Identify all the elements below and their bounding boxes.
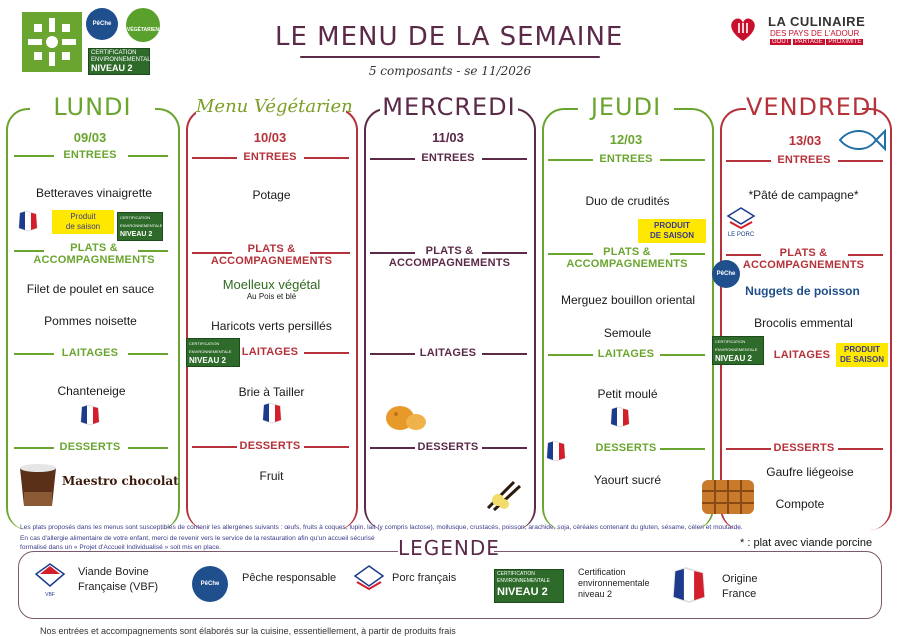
cert-level: NIVEAU 2: [189, 356, 226, 365]
plats-label2: ACCOMPAGNEMENTS: [388, 257, 511, 269]
legend-origine: [722, 572, 757, 602]
divider: [482, 252, 527, 254]
dish-entree-vegetarien: Potage: [252, 188, 291, 202]
legend-vbf-line1: Viande Bovine: [78, 566, 149, 578]
day-name-mercredi: MERCREDI: [380, 93, 518, 121]
dish-laitage-vegetarien: Brie à Tailler: [238, 385, 305, 399]
brand-logo: [728, 12, 878, 52]
divider: [192, 157, 237, 159]
section-laitages-vegetarien: LAITAGES: [241, 346, 299, 358]
cert-level: NIVEAU 2: [120, 231, 153, 238]
section-desserts-vegetarien: DESSERTS: [239, 440, 301, 452]
legend-cert: [578, 567, 650, 600]
dish-dessert2-vendredi: Compote: [775, 497, 825, 511]
section-entrees-vegetarien: ENTREES: [243, 151, 297, 163]
badge-line1: PRODUIT: [844, 345, 880, 354]
column-mercredi: [364, 108, 536, 530]
legend-cert-line1: Certification: [578, 567, 626, 577]
cert-level: NIVEAU 2: [497, 586, 548, 598]
plats-label1: PLATS &: [603, 246, 651, 258]
vbf-icon: [34, 562, 66, 600]
porc-legend-icon: [352, 564, 386, 600]
plats-label2: ACCOMPAGNEMENTS: [210, 255, 333, 267]
legend-cert-line3: niveau 2: [578, 589, 613, 599]
legend-vbf: [78, 565, 158, 595]
peche-logo-text: PêChe: [92, 21, 112, 27]
day-name-lundi: LUNDI: [30, 93, 155, 121]
day-name-jeudi: JEUDI: [578, 93, 674, 121]
allergens-note: Les plats proposés dans les menus sont susceptibles de contenir les allergènes suivants : œufs, fruits à coques, lupin, lait (y compris lactose), mollusque, crustacés, poisson, arachide, soja, céréales contenant du gluten, sésame, céleri et moutarde.: [20, 524, 743, 531]
dish-plat2-jeudi: Semoule: [603, 326, 652, 340]
legend-cert-line2: environnementale: [578, 578, 650, 588]
plats-label2: ACCOMPAGNEMENTS: [742, 259, 865, 271]
dish-dessert-jeudi: Yaourt sucré: [593, 473, 662, 487]
dessert-cup-icon: [16, 462, 60, 510]
section-laitages-mercredi: LAITAGES: [419, 347, 477, 359]
legend-peche: Pêche responsable: [242, 572, 337, 584]
dish-dessert-vendredi: Gaufre liégeoise: [766, 465, 854, 479]
peche-legend-icon: [192, 566, 228, 602]
divider: [370, 158, 415, 160]
badge-line2: de saison: [65, 222, 101, 231]
section-entrees-lundi: ENTREES: [63, 149, 117, 161]
allergy-note: En cas d'allergie alimentaire de votre enfant, merci de revenir vers le service de la restauration afin qu'un accueil sécurisé formalisé dans un « Projet d'Accueil Individualisé » soit mis en place.: [20, 535, 375, 551]
produit-saison-badge: [52, 210, 114, 234]
cheese-icon: [384, 404, 428, 432]
france-flag-icon: [80, 404, 100, 426]
svg-text:VBF: VBF: [45, 592, 55, 598]
cuisine-logo-icon: [22, 12, 82, 72]
cert-level: NIVEAU 2: [91, 63, 133, 73]
peche-logo-text: PêChe: [716, 271, 736, 277]
dish-plat1-lundi: Filet de poulet en sauce: [26, 282, 155, 296]
section-entrees-jeudi: ENTREES: [599, 153, 653, 165]
dish-plat2-lundi: Pommes noisette: [44, 314, 137, 328]
page-title: LE MENU DE LA SEMAINE: [275, 22, 624, 52]
divider: [726, 160, 771, 162]
section-entrees-mercredi: ENTREES: [421, 152, 475, 164]
divider: [660, 159, 705, 161]
dish-plat1-note-vegetarien: Au Pois et blé: [246, 292, 297, 301]
dish-dessert-lundi: Maestro chocolat: [62, 474, 179, 488]
section-desserts-vendredi: DESSERTS: [773, 442, 835, 454]
plats-label2: ACCOMPAGNEMENTS: [566, 258, 688, 270]
badge-line1: Produit: [70, 212, 96, 221]
section-laitages-vendredi: LAITAGES: [773, 349, 831, 361]
divider: [370, 252, 415, 254]
brand-line2: DES PAYS DE L'ADOUR: [770, 29, 860, 38]
section-laitages-jeudi: LAITAGES: [597, 348, 655, 360]
dish-plat1-vegetarien: Moelleux végétal: [222, 277, 321, 292]
divider: [128, 155, 168, 157]
brand-tag-partage: PARTAGE: [795, 39, 823, 45]
cert-level: NIVEAU 2: [715, 354, 752, 363]
section-plats-vendredi: [726, 247, 881, 271]
legend-title: LEGENDE: [398, 536, 500, 560]
section-plats-jeudi: [548, 246, 706, 270]
divider: [482, 158, 527, 160]
dish-entree-lundi: Betteraves vinaigrette: [35, 186, 153, 200]
cert-badge-header: [88, 48, 155, 75]
badge-line2: DE SAISON: [649, 231, 694, 240]
dish-plat2-vendredi: Brocolis emmental: [754, 316, 853, 330]
france-flag-icon: [18, 210, 38, 232]
day-date-jeudi: 12/03: [609, 132, 643, 147]
legend-origine-line2: France: [722, 588, 757, 600]
divider: [14, 155, 54, 157]
dish-plat1-jeudi: Merguez bouillon oriental: [560, 293, 696, 307]
section-plats-mercredi: [372, 245, 527, 269]
day-name-vegetarien: Menu Végétarien: [196, 96, 353, 117]
badge-line1: PRODUIT: [654, 221, 690, 230]
dish-laitage-lundi: Chanteneige: [57, 384, 126, 398]
legend-origine-line1: Origine: [722, 573, 758, 585]
plats-label1: PLATS &: [247, 243, 296, 255]
plats-label1: PLATS &: [425, 245, 474, 257]
column-jeudi: [542, 108, 714, 530]
legend-porc: Porc français: [392, 572, 457, 584]
fish-icon: [838, 126, 886, 154]
vanilla-icon: [484, 476, 524, 512]
logo-block: [22, 8, 162, 74]
section-entrees-vendredi: ENTREES: [777, 154, 831, 166]
day-date-lundi: 09/03: [73, 130, 107, 145]
day-date-vegetarien: 10/03: [253, 130, 287, 145]
cert-line: CERTIFICATION ENVIRONNEMENTALE: [120, 215, 163, 228]
peche-logo-text: PêChe: [200, 581, 220, 587]
badge-line2: DE SAISON: [839, 355, 884, 364]
brand-heart-icon: [728, 14, 758, 44]
divider: [548, 159, 593, 161]
brand-tag-gout: GOÛT: [772, 39, 790, 45]
section-desserts-jeudi: DESSERTS: [595, 442, 657, 454]
porc-francais-icon: [726, 206, 756, 238]
france-flag-icon: [610, 406, 630, 428]
produit-saison-badge: [836, 343, 888, 367]
plats-label1: PLATS &: [70, 242, 118, 254]
section-laitages-lundi: LAITAGES: [61, 347, 119, 359]
section-plats-vegetarien: [194, 243, 349, 267]
brand-line1: LA CULINAIRE: [768, 14, 866, 29]
brand-tags: [770, 39, 863, 45]
cert-badge: [712, 336, 764, 365]
section-plats-lundi: [14, 242, 174, 266]
dish-plat1-vendredi: Nuggets de poisson: [745, 284, 860, 298]
section-desserts-lundi: DESSERTS: [59, 441, 121, 453]
vegetarien-logo-icon: [126, 8, 160, 42]
france-flag-icon: [262, 402, 282, 424]
day-name-vendredi: VENDREDI: [746, 93, 880, 121]
dish-plat2-vegetarien: Haricots verts persillés: [211, 319, 332, 333]
peche-logo-icon: [86, 8, 118, 40]
bottom-cut-text: Nos entrées et accompagnements sont élaborés sur la cuisine, essentiellement, à partir de produits frais: [40, 626, 456, 636]
cert-line: CERTIFICATION ENVIRONNEMENTALE: [91, 50, 155, 63]
divider: [304, 157, 349, 159]
porc-icon-text: LE PORC: [727, 232, 755, 238]
porcine-note: * : plat avec viande porcine: [740, 537, 873, 549]
page-subtitle: 5 composants - se 11/2026: [368, 64, 532, 78]
cert-legend-icon: [494, 569, 564, 603]
france-legend-icon: [672, 566, 706, 604]
day-date-vendredi: 13/03: [788, 133, 822, 148]
cert-badge: [117, 212, 163, 241]
title-underline: [300, 56, 600, 58]
plats-label2: ACCOMPAGNEMENTS: [33, 254, 155, 266]
cert-line: CERTIFICATION ENVIRONNEMENTALE: [189, 341, 232, 354]
dish-dessert-vegetarien: Fruit: [259, 469, 284, 483]
divider: [838, 160, 883, 162]
dish-laitage-jeudi: Petit moulé: [597, 387, 658, 401]
cert-line: CERTIFICATION ENVIRONNEMENTALE: [715, 339, 758, 352]
legend-vbf-line2: Française (VBF): [78, 581, 159, 593]
vegetarien-logo-text: VÉGÉTARIEN: [126, 27, 160, 33]
cert-line: CERTIFICATION ENVIRONNEMENTALE: [497, 571, 550, 584]
dish-entree-vendredi: *Pâté de campagne*: [748, 188, 859, 202]
day-date-mercredi: 11/03: [432, 130, 464, 145]
dish-entree-jeudi: Duo de crudités: [585, 194, 670, 208]
section-desserts-mercredi: DESSERTS: [417, 441, 479, 453]
produit-saison-badge: [638, 219, 706, 243]
plats-label1: PLATS &: [779, 247, 828, 259]
brand-tag-proximite: PROXIMITÉ: [828, 39, 862, 45]
